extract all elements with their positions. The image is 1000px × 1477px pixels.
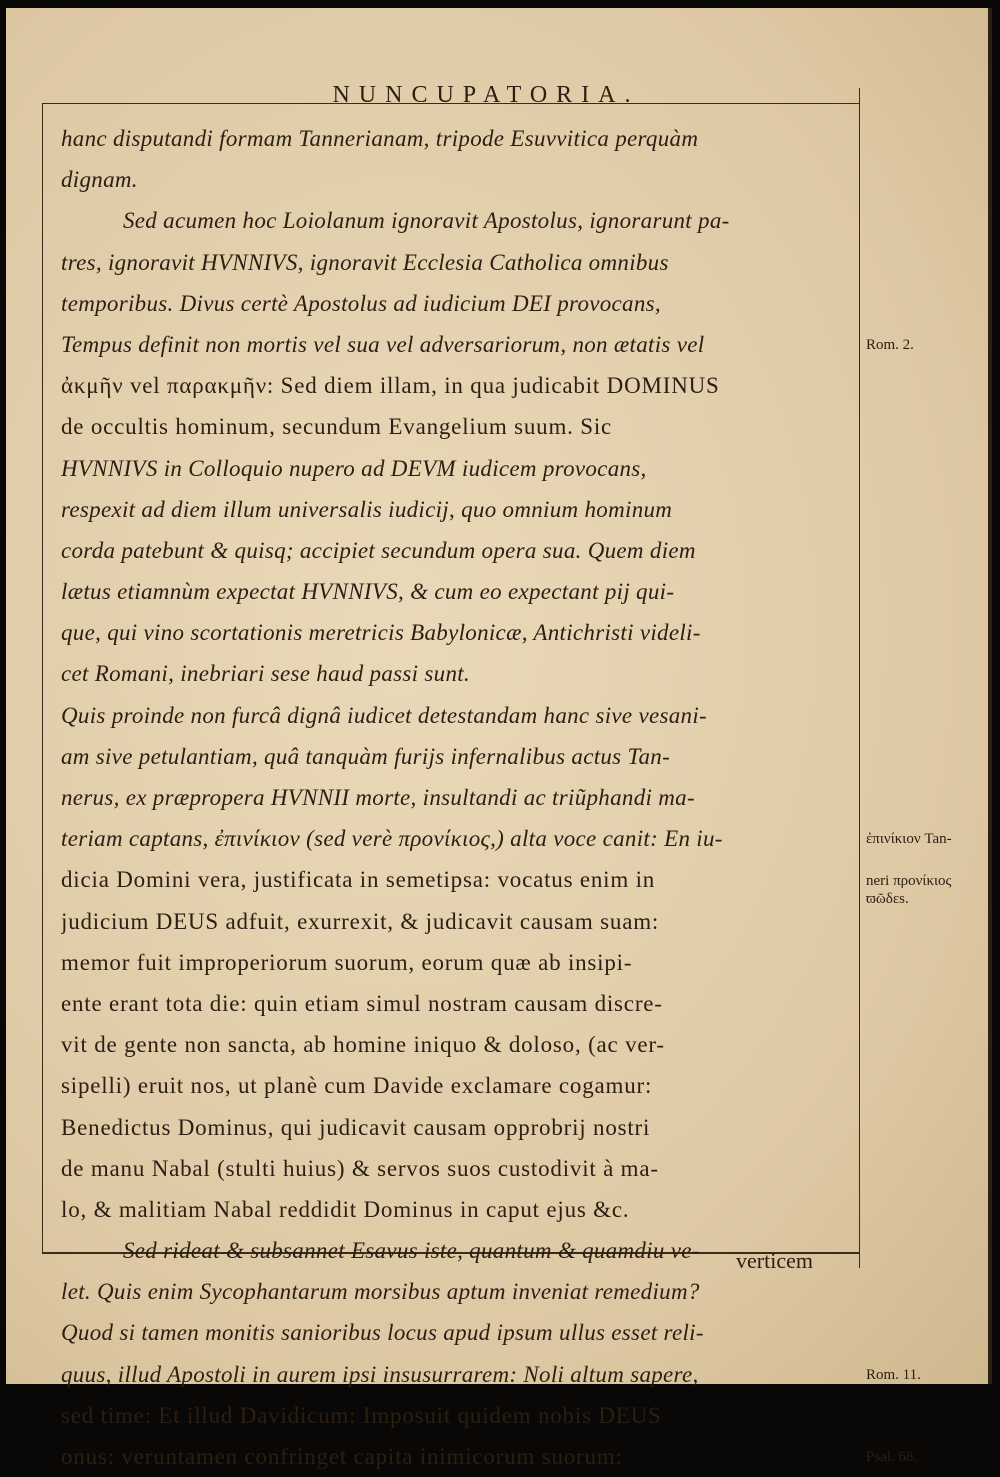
text-line: let. Quis enim Sycophantarum morsibus aptum inveniat remedium? [61,1279,700,1305]
text-line: Benedictus Dominus, qui judicavit causam opprobrij nostri [61,1114,651,1140]
margin-note: ἐπινίκιον Tan- [866,831,952,848]
text-line: temporibus. Divus certè Apostolus ad iudicium DEI provocans, [61,290,661,316]
page-frame-left-rule [42,103,43,1253]
margin-note: neri προνίκιος [866,872,952,889]
text-line: quus, illud Apostoli in aurem ipsi insusurrarem: Noli altum sapere, [61,1361,699,1387]
text-line: onus: veruntamen confringet capita inimicorum suorum: [61,1444,623,1469]
text-line: vit de gente non sancta, ab homine iniquo & doloso, (ac ver- [61,1032,665,1058]
text-line: dignam. [61,167,138,193]
margin-note: Psal. 68. [866,1449,918,1466]
page-frame-right-rule [859,88,860,1268]
text-line: sed time: Et illud Davidicum: Imposuit quidem nobis DEUS [61,1402,662,1428]
text-line: hanc disputandi formam Tannerianam, tripode Esuvvitica perquàm [61,126,699,151]
text-line: am sive petulantiam, quâ tanquàm furijs infernalibus actus Tan- [61,743,671,769]
text-line: lætus etiamnùm expectat HVNNIVS, & cum eo expectant pij qui- [61,579,675,605]
text-line: respexit ad diem illum universalis iudicij, quo omnium hominum [61,496,673,522]
text-line: dicia Domini vera, justificata in semetipsa: vocatus enim in [61,867,656,893]
text-line: judicium DEUS adfuit, exurrexit, & judicavit causam suam: [61,908,660,934]
text-line: Sed rideat & subsannet Esavus iste, quantum & quamdiu ve- [123,1238,700,1264]
text-line: de occultis hominum, secundum Evangelium suum. Sic [61,414,613,440]
text-line: nerus, ex præpropera HVNNII morte, insultandi ac triũphandi ma- [61,785,695,810]
margin-note: Rom. 2. [866,337,914,353]
text-line: cet Romani, inebriari sese haud passi sunt. [61,661,470,687]
text-line: tres, ignoravit HVNNIVS, ignoravit Ecclesia Catholica omnibus [61,249,669,275]
running-heading: NUNCUPATORIA. [332,82,640,108]
text-line: HVNNIVS in Colloquio nupero ad DEVM iudicem provocans, [61,455,647,481]
text-line: ente erant tota die: quin etiam simul nostram causam discre- [61,990,663,1016]
text-line: corda patebunt & quisq; accipiet secundum opera sua. Quem diem [61,537,696,563]
text-line: Sed acumen hoc Loiolanum ignoravit Apostolus, ignorarunt pa- [123,208,730,234]
text-line: sipelli) eruit nos, ut planè cum Davide exclamare cogamur: [61,1073,653,1099]
text-line: Tempus definit non mortis vel sua vel adversariorum, non ætatis vel [61,331,705,357]
catchword: verticem [736,1248,813,1273]
text-line: teriam captans, ἐπινίκιον (sed verè προνίκιος,) alta voce canit: En iu- [61,826,723,852]
book-page [6,8,992,1469]
margin-note: ϖῶδεs. [866,891,909,908]
text-line: que, qui vino scortationis meretricis Babylonicæ, Antichristi videli- [61,620,701,646]
text-line: Quod si tamen monitis sanioribus locus apud ipsum ullus esset reli- [61,1320,704,1346]
text-line: memor fuit improperiorum suorum, eorum quæ ab insipi- [61,949,633,975]
margin-note: Rom. 11. [866,1367,921,1383]
text-line: lo, & malitiam Nabal reddidit Dominus in caput ejus &c. [61,1196,630,1222]
text-line: de manu Nabal (stulti huius) & servos suos custodivit à ma- [61,1155,659,1181]
text-line: Quis proinde non furcâ dignâ iudicet detestandam hanc sive vesani- [61,702,708,728]
text-line: ἀκμῆν vel παρακμῆν: Sed diem illam, in qua judicabit DOMINUS [61,373,720,399]
